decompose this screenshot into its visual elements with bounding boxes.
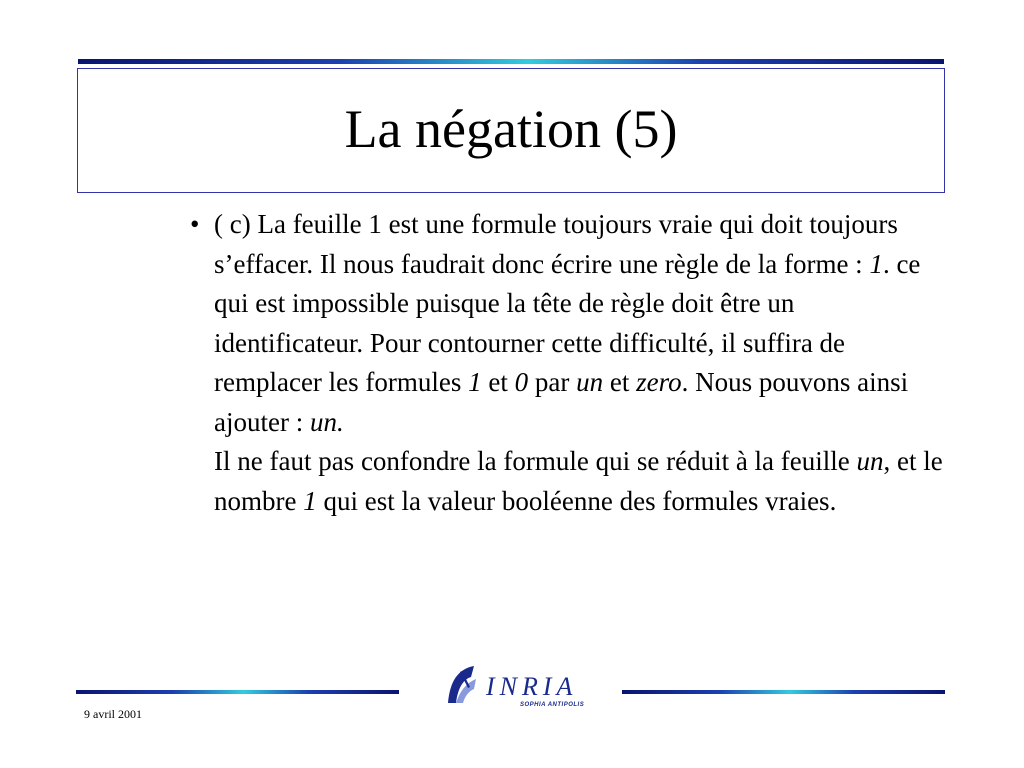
inria-wordmark: INRIA bbox=[486, 672, 578, 701]
italic-run: 0 bbox=[514, 367, 529, 397]
text-run: qui est la valeur booléenne des formules vraies. bbox=[316, 485, 837, 516]
inria-logo bbox=[444, 663, 600, 709]
text-run: . ce qui est impossible puisque la tête de règle doit être un identificateur. Pour contourner cette difficulté, il suffira de remplacer les formules bbox=[214, 248, 921, 397]
title-frame bbox=[77, 68, 945, 193]
text-run: Il ne faut pas confondre la formule qui se réduit à la feuille bbox=[214, 446, 857, 476]
inria-subtitle: SOPHIA ANTIPOLIS bbox=[520, 702, 585, 708]
italic-run: un bbox=[856, 446, 884, 476]
slide-body bbox=[190, 205, 950, 521]
text-run: par bbox=[528, 367, 577, 397]
inria-mark-icon bbox=[448, 666, 476, 703]
italic-run: 1 bbox=[468, 367, 482, 397]
italic-run: un. bbox=[309, 406, 344, 437]
bottom-divider-left bbox=[76, 690, 399, 694]
paragraph-1 bbox=[214, 205, 950, 442]
italic-run: 1 bbox=[303, 485, 317, 516]
italic-run: un bbox=[576, 367, 604, 397]
text-run: . Nous pouvons ainsi ajouter : bbox=[214, 367, 909, 437]
bullet-item bbox=[190, 205, 950, 521]
slide-title: La négation (5) bbox=[344, 98, 678, 159]
bottom-divider-right bbox=[622, 690, 945, 694]
text-run: et bbox=[481, 367, 515, 397]
bullet-text bbox=[214, 205, 950, 521]
italic-run: zero bbox=[636, 367, 682, 397]
top-divider bbox=[78, 59, 944, 64]
text-run: ( c) La feuille 1 est une formule toujours vraie qui doit toujours s’effacer. Il nous faudrait donc écrire une règle de la forme : bbox=[214, 209, 898, 279]
text-run: , et le nombre bbox=[214, 446, 943, 516]
paragraph-2 bbox=[214, 442, 950, 521]
footer-date: 9 avril 2001 bbox=[84, 707, 142, 721]
text-run: et bbox=[603, 367, 637, 397]
italic-run: 1 bbox=[869, 248, 883, 279]
bullet-glyph: • bbox=[190, 209, 200, 239]
